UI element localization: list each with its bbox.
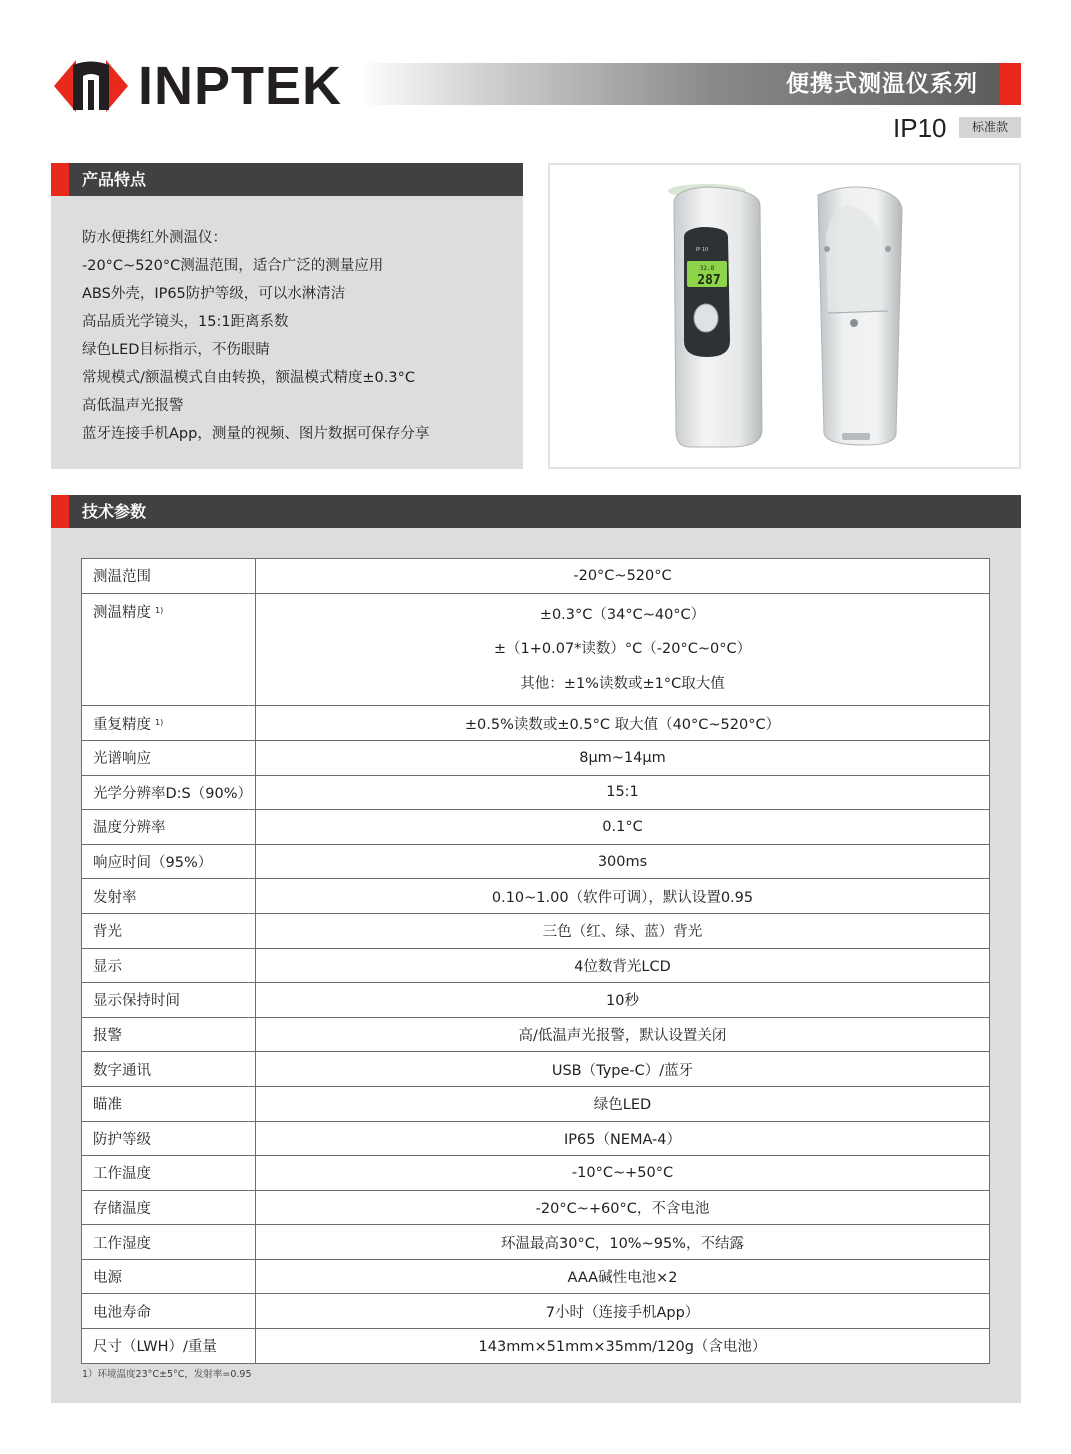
spec-value: 环温最高30°C，10%~95%，不结露 bbox=[256, 1225, 990, 1260]
table-row bbox=[82, 948, 990, 983]
table-row bbox=[82, 1225, 990, 1260]
spec-key: 报警 bbox=[82, 1017, 256, 1052]
device-back bbox=[818, 187, 902, 445]
spec-value: 绿色LED bbox=[256, 1086, 990, 1121]
feature-item: 蓝牙连接手机App，测量的视频、图片数据可保存分享 bbox=[82, 426, 430, 442]
spec-value: 10秒 bbox=[256, 983, 990, 1018]
series-banner-accent bbox=[1000, 63, 1021, 105]
spec-value: 0.10~1.00（软件可调），默认设置0.95 bbox=[256, 879, 990, 914]
spec-value: ±0.3°C（34°C~40°C） bbox=[539, 606, 706, 623]
spec-value: 0.1°C bbox=[256, 810, 990, 845]
spec-value: -20°C~+60°C，不含电池 bbox=[256, 1190, 990, 1225]
features-header-accent bbox=[51, 163, 69, 196]
table-row bbox=[82, 1086, 990, 1121]
table-row bbox=[82, 1121, 990, 1156]
specs-header-accent bbox=[51, 495, 69, 528]
brand-name: INPTEK bbox=[138, 56, 343, 116]
feature-item: 防水便携红外测温仪： bbox=[82, 230, 227, 246]
feature-item: -20°C~520°C测温范围，适合广泛的测量应用 bbox=[82, 258, 384, 274]
spec-value-cell bbox=[256, 593, 990, 706]
table-row bbox=[82, 844, 990, 879]
spec-key: 尺寸（LWH）/重量 bbox=[82, 1329, 256, 1364]
lcd-main-reading: 287 bbox=[697, 273, 721, 288]
spec-value: 143mm×51mm×35mm/120g（含电池） bbox=[256, 1329, 990, 1364]
spec-value: ±（1+0.07*读数）°C（-20°C~0°C） bbox=[493, 641, 752, 658]
spec-value: -10°C~+50°C bbox=[256, 1156, 990, 1191]
table-row bbox=[82, 559, 990, 594]
brand-logo-mark-icon bbox=[50, 60, 132, 112]
spec-key: 光学分辨率D:S（90%） bbox=[82, 775, 256, 810]
specs-title: 技术参数 bbox=[82, 502, 147, 521]
footnote-mark: 1) bbox=[155, 605, 164, 615]
features-list bbox=[51, 196, 523, 469]
feature-item: 高低温声光报警 bbox=[82, 398, 184, 414]
spec-key: 响应时间（95%） bbox=[82, 844, 256, 879]
spec-key: 温度分辨率 bbox=[82, 810, 256, 845]
spec-value: ±0.5%读数或±0.5°C 取大值（40°C~520°C） bbox=[256, 706, 990, 741]
series-title: 便携式测温仪系列 bbox=[786, 71, 978, 97]
spec-value: 15:1 bbox=[256, 775, 990, 810]
spec-value: AAA碱性电池×2 bbox=[256, 1259, 990, 1294]
spec-key: 瞄准 bbox=[82, 1086, 256, 1121]
device-front bbox=[668, 184, 762, 447]
spec-key: 发射率 bbox=[82, 879, 256, 914]
table-row bbox=[82, 1156, 990, 1191]
table-row bbox=[82, 740, 990, 775]
spec-value: 7小时（连接手机App） bbox=[256, 1294, 990, 1329]
spec-key-cell bbox=[82, 706, 256, 741]
table-row bbox=[82, 1190, 990, 1225]
spec-value: 三色（红、绿、蓝）背光 bbox=[256, 913, 990, 948]
spec-key: 光谱响应 bbox=[82, 740, 256, 775]
table-row bbox=[82, 775, 990, 810]
spec-key: 背光 bbox=[82, 913, 256, 948]
feature-item: ABS外壳，IP65防护等级，可以水淋清洁 bbox=[82, 286, 346, 302]
brand-logo bbox=[50, 58, 342, 114]
feature-item: 高品质光学镜头，15:1距离系数 bbox=[82, 314, 289, 330]
table-row bbox=[82, 983, 990, 1018]
spec-value: 300ms bbox=[256, 844, 990, 879]
spec-key: 工作湿度 bbox=[82, 1225, 256, 1260]
table-row bbox=[82, 1329, 990, 1364]
spec-value: IP65（NEMA-4） bbox=[256, 1121, 990, 1156]
spec-key: 工作温度 bbox=[82, 1156, 256, 1191]
lcd-top-reading: 32.8 bbox=[699, 265, 715, 272]
thermometer-image bbox=[550, 165, 1019, 467]
feature-item: 常规模式/额温模式自由转换，额温模式精度±0.3°C bbox=[82, 370, 415, 386]
table-row bbox=[82, 913, 990, 948]
features-header bbox=[51, 163, 523, 196]
spec-value: 4位数背光LCD bbox=[256, 948, 990, 983]
footnote-mark: 1) bbox=[155, 717, 164, 727]
spec-value: 8μm~14μm bbox=[256, 740, 990, 775]
specs-header bbox=[51, 495, 1021, 528]
spec-value: -20°C~520°C bbox=[256, 559, 990, 594]
table-row bbox=[82, 1259, 990, 1294]
spec-key: 显示保持时间 bbox=[82, 983, 256, 1018]
product-photo bbox=[548, 163, 1021, 469]
device-label: IP 10 bbox=[695, 247, 709, 253]
spec-key: 电源 bbox=[82, 1259, 256, 1294]
table-row bbox=[82, 706, 990, 741]
spec-value: 其他：±1%读数或±1°C取大值 bbox=[520, 675, 725, 692]
spec-key: 测温精度 bbox=[93, 604, 151, 621]
model-tag: 标准款 bbox=[959, 117, 1021, 138]
spec-key: 显示 bbox=[82, 948, 256, 983]
spec-key: 防护等级 bbox=[82, 1121, 256, 1156]
spec-key: 电池寿命 bbox=[82, 1294, 256, 1329]
spec-key: 测温范围 bbox=[82, 559, 256, 594]
table-row bbox=[82, 593, 990, 706]
spec-table bbox=[81, 558, 990, 1364]
feature-item: 绿色LED目标指示，不伤眼睛 bbox=[82, 342, 270, 358]
features-title: 产品特点 bbox=[82, 170, 147, 189]
table-row bbox=[82, 1052, 990, 1087]
table-row bbox=[82, 1017, 990, 1052]
spec-key: 存储温度 bbox=[82, 1190, 256, 1225]
model-name: IP10 bbox=[893, 113, 947, 143]
table-row bbox=[82, 810, 990, 845]
spec-key: 数字通讯 bbox=[82, 1052, 256, 1087]
table-row bbox=[82, 1294, 990, 1329]
table-row bbox=[82, 879, 990, 914]
spec-key-cell bbox=[82, 593, 256, 706]
spec-value: 高/低温声光报警，默认设置关闭 bbox=[256, 1017, 990, 1052]
footnote: 1）环境温度23°C±5°C，发射率=0.95 bbox=[82, 1369, 252, 1380]
spec-value: USB（Type-C）/蓝牙 bbox=[256, 1052, 990, 1087]
spec-key: 重复精度 bbox=[93, 716, 151, 733]
